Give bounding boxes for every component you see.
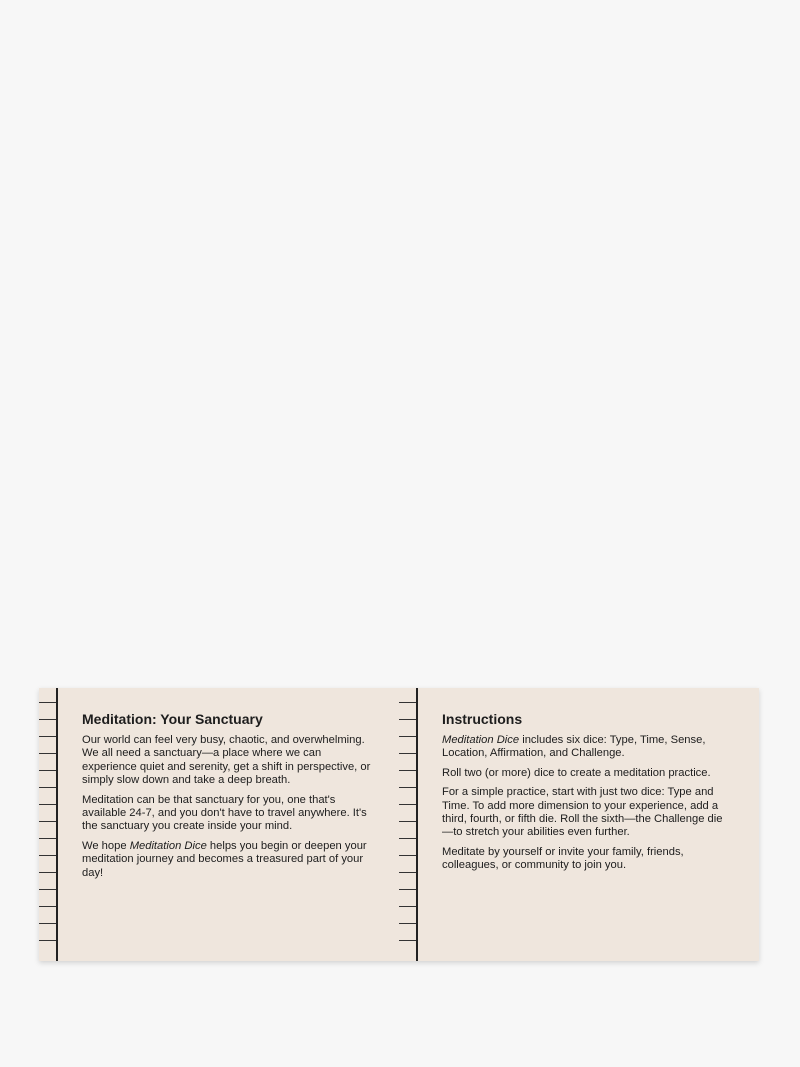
left-page-title: Meditation: Your Sanctuary — [82, 711, 263, 727]
right-page-content — [442, 710, 732, 879]
binding-line-right — [416, 688, 418, 961]
right-paragraph-1 — [442, 734, 732, 761]
right-page — [399, 688, 759, 961]
right-paragraph-3: For a simple practice, start with just two dice: Type and Time. To add more dimension to your experience, add a third, fourth, or fifth die. Roll the sixth—the Challenge die—to stretch your abilities even further. — [442, 786, 723, 839]
right-p1-after: includes six dice: Type, Time, Sense, Location, Affirmation, and Challenge. — [442, 734, 706, 760]
left-p3-italic-title: Meditation Dice — [129, 839, 207, 852]
binding-line-left — [56, 688, 58, 961]
left-paragraph-2: Meditation can be that sanctuary for you, one that's available 24-7, and you don't have to travel anywhere. It's the sanctuary you create inside your mind. — [82, 793, 367, 833]
right-paragraph-4: Meditate by yourself or invite your family, friends, colleagues, or community to join you. — [442, 845, 684, 872]
left-p3-after: helps you begin or deepen your meditation journey and becomes a treasured part of your day! — [82, 839, 367, 879]
left-page — [39, 688, 399, 961]
left-page-content — [82, 710, 372, 886]
left-paragraph-3 — [82, 840, 372, 880]
left-paragraph-1: Our world can feel very busy, chaotic, and overwhelming. We all need a sanctuary—a place where we can experience quiet and serenity, get a shift in perspective, or simply slow down and take a deep breath. — [82, 734, 371, 787]
right-p1-italic-title: Meditation Dice — [442, 734, 520, 746]
booklet-spread — [39, 688, 759, 961]
left-p3-before: We hope — [82, 839, 130, 852]
right-page-title: Instructions — [442, 711, 523, 727]
right-paragraph-2: Roll two (or more) dice to create a meditation practice. — [442, 766, 711, 779]
